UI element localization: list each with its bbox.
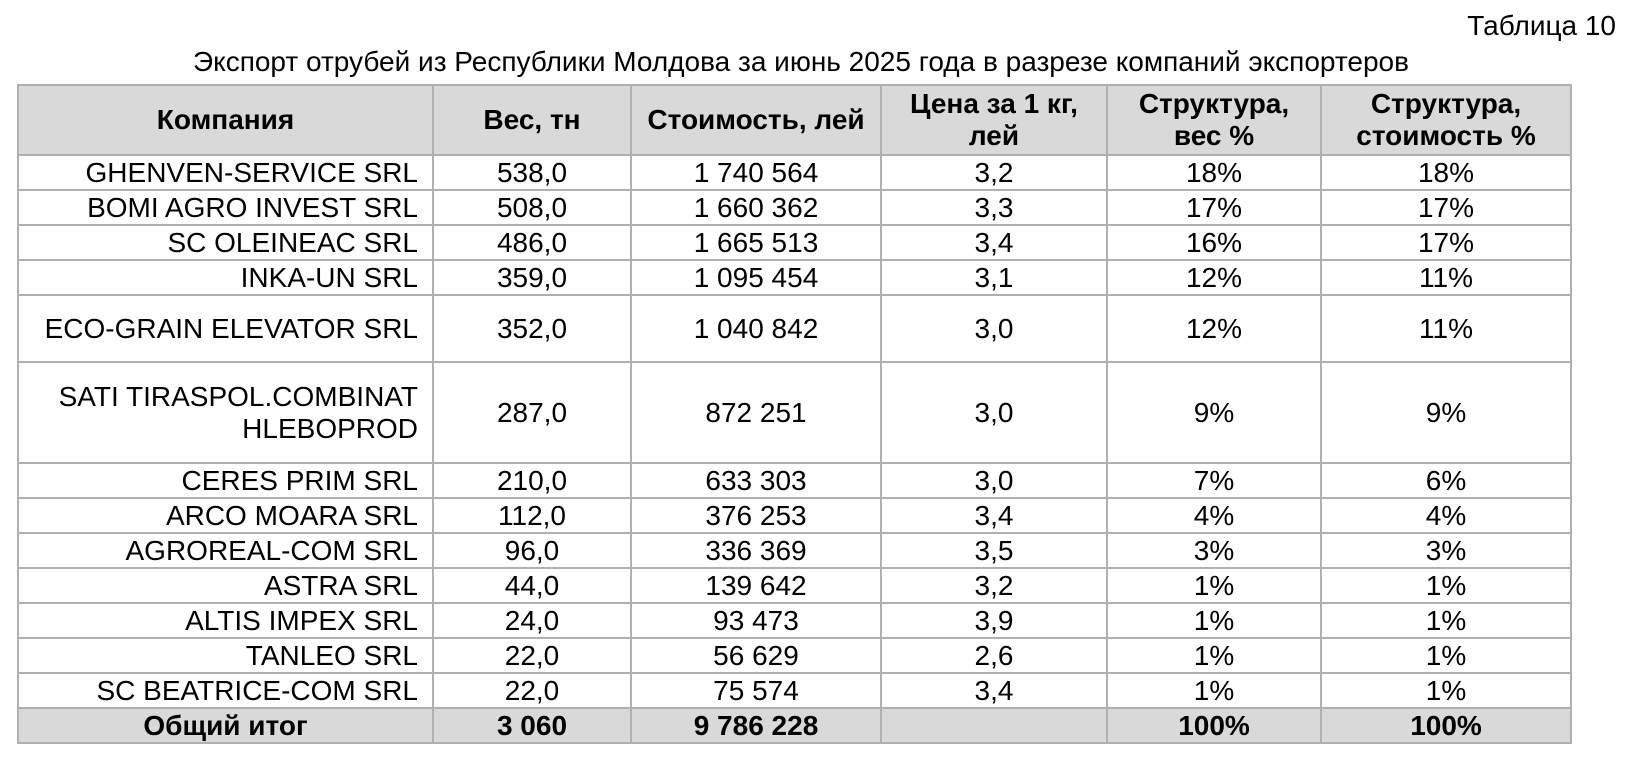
header-price: Цена за 1 кг, лей <box>881 85 1107 155</box>
cell-share-weight: 1% <box>1107 568 1321 603</box>
cell-weight: 22,0 <box>433 638 631 673</box>
table-row <box>18 190 1571 225</box>
cell-share-value: 11% <box>1321 295 1571 362</box>
cell-share-weight: 17% <box>1107 190 1321 225</box>
table-row <box>18 533 1571 568</box>
cell-weight: 210,0 <box>433 463 631 498</box>
total-row <box>18 708 1571 743</box>
cell-weight: 287,0 <box>433 362 631 463</box>
cell-weight: 96,0 <box>433 533 631 568</box>
cell-share-value: 1% <box>1321 638 1571 673</box>
cell-weight: 22,0 <box>433 673 631 708</box>
cell-company: ARCO MOARA SRL <box>18 498 433 533</box>
cell-weight: 486,0 <box>433 225 631 260</box>
header-share-value: Структура, стоимость % <box>1321 85 1571 155</box>
header-company: Компания <box>18 85 433 155</box>
cell-company: TANLEO SRL <box>18 638 433 673</box>
table-row <box>18 568 1571 603</box>
cell-share-weight: 12% <box>1107 260 1321 295</box>
cell-company: ALTIS IMPEX SRL <box>18 603 433 638</box>
cell-value: 1 040 842 <box>631 295 881 362</box>
cell-value: 56 629 <box>631 638 881 673</box>
cell-price: 3,2 <box>881 568 1107 603</box>
cell-value: 1 740 564 <box>631 155 881 190</box>
cell-share-weight: 16% <box>1107 225 1321 260</box>
header-row <box>18 85 1571 155</box>
cell-company: SC OLEINEAC SRL <box>18 225 433 260</box>
cell-weight: 24,0 <box>433 603 631 638</box>
cell-value: 75 574 <box>631 673 881 708</box>
cell-share-weight: 1% <box>1107 673 1321 708</box>
cell-price: 3,2 <box>881 155 1107 190</box>
table-row <box>18 295 1571 362</box>
table-row <box>18 463 1571 498</box>
cell-value: 139 642 <box>631 568 881 603</box>
cell-share-value: 6% <box>1321 463 1571 498</box>
cell-value: 1 660 362 <box>631 190 881 225</box>
cell-share-value: 9% <box>1321 362 1571 463</box>
table-body <box>18 155 1571 708</box>
cell-share-value: 4% <box>1321 498 1571 533</box>
table-number: Таблица 10 <box>1467 10 1616 41</box>
cell-share-value: 11% <box>1321 260 1571 295</box>
cell-price: 3,1 <box>881 260 1107 295</box>
cell-weight: 508,0 <box>433 190 631 225</box>
table-title: Экспорт отрубей из Республики Молдова за июнь 2025 года в разрезе компаний экспортеров <box>193 46 1409 77</box>
cell-price: 2,6 <box>881 638 1107 673</box>
cell-value: 1 095 454 <box>631 260 881 295</box>
cell-share-value: 1% <box>1321 568 1571 603</box>
cell-company: BOMI AGRO INVEST SRL <box>18 190 433 225</box>
header-weight: Вес, тн <box>433 85 631 155</box>
cell-price: 3,9 <box>881 603 1107 638</box>
cell-company: SC BEATRICE-COM SRL <box>18 673 433 708</box>
table-row <box>18 603 1571 638</box>
cell-share-weight: 4% <box>1107 498 1321 533</box>
cell-company: ASTRA SRL <box>18 568 433 603</box>
header-value: Стоимость, лей <box>631 85 881 155</box>
cell-price: 3,0 <box>881 295 1107 362</box>
table-row <box>18 260 1571 295</box>
cell-value: 376 253 <box>631 498 881 533</box>
table-row <box>18 673 1571 708</box>
cell-share-weight: 9% <box>1107 362 1321 463</box>
total-share-value: 100% <box>1321 708 1571 743</box>
table-row <box>18 225 1571 260</box>
table-footer <box>18 708 1571 743</box>
export-table <box>17 84 1572 744</box>
cell-share-value: 17% <box>1321 190 1571 225</box>
header-share-weight: Структура, вес % <box>1107 85 1321 155</box>
cell-weight: 359,0 <box>433 260 631 295</box>
cell-share-weight: 1% <box>1107 638 1321 673</box>
table-row <box>18 498 1571 533</box>
cell-price: 3,4 <box>881 225 1107 260</box>
cell-share-weight: 12% <box>1107 295 1321 362</box>
table-row <box>18 638 1571 673</box>
cell-price: 3,0 <box>881 463 1107 498</box>
cell-share-value: 3% <box>1321 533 1571 568</box>
table-row <box>18 362 1571 463</box>
total-value: 9 786 228 <box>631 708 881 743</box>
cell-price: 3,3 <box>881 190 1107 225</box>
total-share-weight: 100% <box>1107 708 1321 743</box>
total-label: Общий итог <box>18 708 433 743</box>
cell-value: 93 473 <box>631 603 881 638</box>
cell-company: CERES PRIM SRL <box>18 463 433 498</box>
cell-value: 872 251 <box>631 362 881 463</box>
cell-share-value: 1% <box>1321 673 1571 708</box>
cell-share-value: 17% <box>1321 225 1571 260</box>
cell-company: AGROREAL-COM SRL <box>18 533 433 568</box>
cell-share-value: 1% <box>1321 603 1571 638</box>
cell-value: 336 369 <box>631 533 881 568</box>
cell-price: 3,5 <box>881 533 1107 568</box>
cell-weight: 44,0 <box>433 568 631 603</box>
cell-share-weight: 1% <box>1107 603 1321 638</box>
total-price <box>881 708 1107 743</box>
cell-share-weight: 18% <box>1107 155 1321 190</box>
cell-share-weight: 3% <box>1107 533 1321 568</box>
cell-company: GHENVEN-SERVICE SRL <box>18 155 433 190</box>
cell-company: SATI TIRASPOL.COMBINAT HLEBOPROD <box>18 362 433 463</box>
cell-price: 3,4 <box>881 673 1107 708</box>
cell-weight: 538,0 <box>433 155 631 190</box>
cell-price: 3,0 <box>881 362 1107 463</box>
cell-weight: 352,0 <box>433 295 631 362</box>
cell-share-value: 18% <box>1321 155 1571 190</box>
table-header <box>18 85 1571 155</box>
cell-value: 633 303 <box>631 463 881 498</box>
cell-company: ECO-GRAIN ELEVATOR SRL <box>18 295 433 362</box>
cell-company: INKA-UN SRL <box>18 260 433 295</box>
table-row <box>18 155 1571 190</box>
cell-price: 3,4 <box>881 498 1107 533</box>
cell-value: 1 665 513 <box>631 225 881 260</box>
cell-share-weight: 7% <box>1107 463 1321 498</box>
cell-weight: 112,0 <box>433 498 631 533</box>
total-weight: 3 060 <box>433 708 631 743</box>
